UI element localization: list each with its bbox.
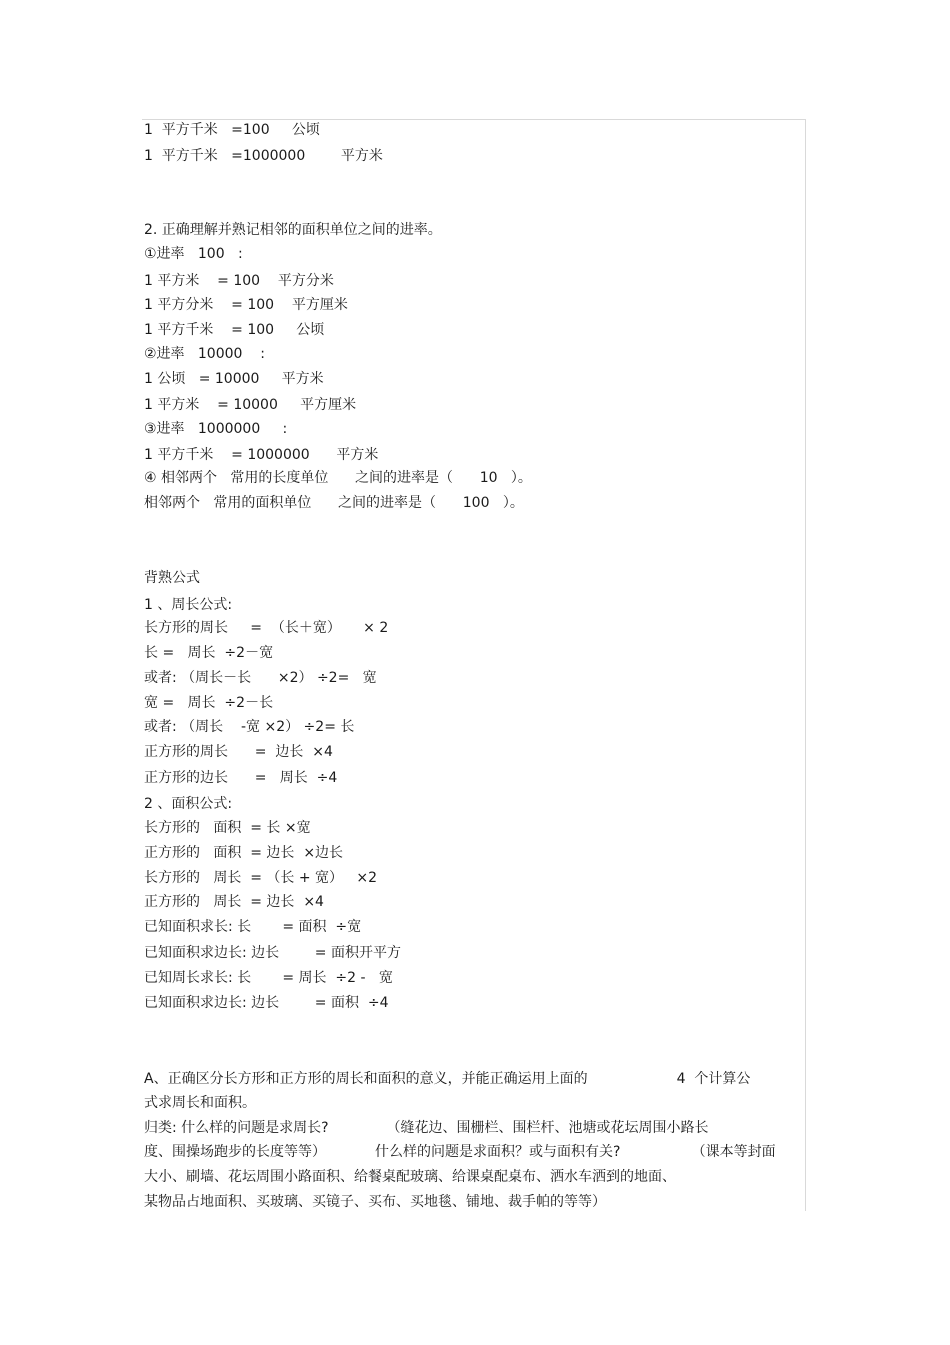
text-line: 长 = 周长 ÷2－宽 xyxy=(144,645,274,661)
text-line: ③进率 1000000 : xyxy=(144,421,288,437)
text-line: 1 平方千米 =1000000 平方米 xyxy=(144,148,383,164)
text-line: 长方形的周长 = （长＋宽） × 2 xyxy=(144,620,389,636)
section-heading: 2. 正确理解并熟记相邻的面积单位之间的进率。 xyxy=(144,222,442,238)
text-line: ②进率 10000 : xyxy=(144,346,265,362)
text-line: 正方形的 面积 = 边长 ×边长 xyxy=(144,845,344,861)
text-line: 正方形的 周长 = 边长 ×4 xyxy=(144,894,324,910)
text-line: A、正确区分长方形和正方形的周长和面积的意义，并能正确运用上面的 4 个计算公 xyxy=(144,1071,751,1087)
text-line: 1 平方千米 =100 公顷 xyxy=(144,122,320,138)
text-line: 已知面积求边长: 边长 = 面积 ÷4 xyxy=(144,995,389,1011)
text-line: 1 公顷 = 10000 平方米 xyxy=(144,371,324,387)
text-line: 1 、周长公式: xyxy=(144,597,233,613)
text-line: 式求周长和面积。 xyxy=(144,1095,256,1111)
text-line: 大小、刷墙、花坛周围小路面积、给餐桌配玻璃、给课桌配桌布、洒水车洒到的地面、 xyxy=(144,1169,676,1185)
text-line: 长方形的 周长 = （长 + 宽） ×2 xyxy=(144,870,378,886)
text-line: 1 平方千米 = 100 公顷 xyxy=(144,322,325,338)
text-line: 归类: 什么样的问题是求周长? （缝花边、围栅栏、围栏杆、池塘或花坛周围小路长 xyxy=(144,1120,709,1136)
text-line: 宽 = 周长 ÷2－长 xyxy=(144,695,274,711)
text-line: 或者: （周长 -宽 ×2） ÷2= 长 xyxy=(144,719,355,735)
text-line: 度、围操场跑步的长度等等） 什么样的问题是求面积？或与面积有关? （课本等封面 xyxy=(144,1144,776,1160)
text-line: 正方形的边长 = 周长 ÷4 xyxy=(144,770,338,786)
text-line: 已知面积求长: 长 = 面积 ÷宽 xyxy=(144,919,362,935)
text-line: 1 平方分米 = 100 平方厘米 xyxy=(144,297,348,313)
text-line: ④ 相邻两个 常用的长度单位 之间的进率是（ 10 ）。 xyxy=(144,470,532,486)
text-line: 1 平方米 = 100 平方分米 xyxy=(144,273,334,289)
text-line: 或者: （周长－长 ×2） ÷2= 宽 xyxy=(144,670,377,686)
text-line: 相邻两个 常用的面积单位 之间的进率是（ 100 ）。 xyxy=(144,495,524,511)
text-line: 1 平方千米 = 1000000 平方米 xyxy=(144,447,379,463)
text-line: ①进率 100 : xyxy=(144,246,243,262)
text-line: 已知面积求边长: 边长 = 面积开平方 xyxy=(144,945,401,961)
text-line: 2 、面积公式: xyxy=(144,796,233,812)
text-line: 某物品占地面积、买玻璃、买镜子、买布、买地毯、铺地、裁手帕的等等） xyxy=(144,1194,606,1210)
text-line: 正方形的周长 = 边长 ×4 xyxy=(144,744,333,760)
text-line: 1 平方米 = 10000 平方厘米 xyxy=(144,397,357,413)
section-heading: 背熟公式 xyxy=(144,570,200,586)
text-line: 长方形的 面积 = 长 ×宽 xyxy=(144,820,311,836)
text-line: 已知周长求长: 长 = 周长 ÷2 - 宽 xyxy=(144,970,393,986)
